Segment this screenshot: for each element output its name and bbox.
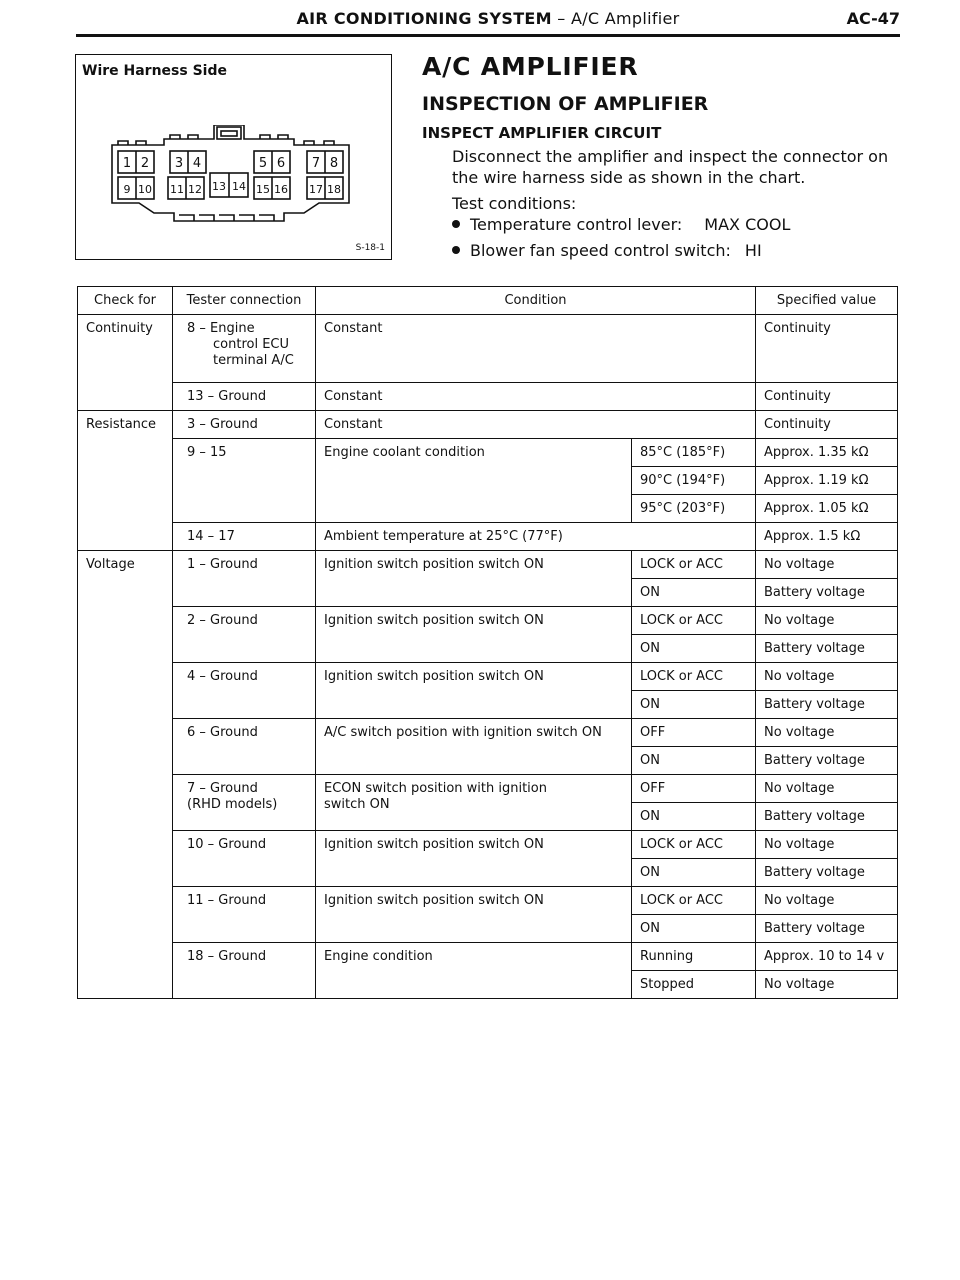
spec-cell: Battery voltage bbox=[756, 915, 898, 943]
spec-cell: No voltage bbox=[756, 971, 898, 999]
inspection-table bbox=[77, 286, 898, 999]
subcondition-cell: OFF bbox=[632, 719, 756, 747]
pin-label: 7 bbox=[311, 156, 321, 171]
table-row bbox=[78, 775, 898, 803]
subcondition-cell: ON bbox=[632, 635, 756, 663]
tester-cell: 14 – 17 bbox=[173, 523, 316, 551]
pin-label: 12 bbox=[188, 183, 202, 196]
pin-label: 1 bbox=[122, 156, 132, 171]
subcondition-cell: ON bbox=[632, 579, 756, 607]
table-row bbox=[78, 943, 898, 971]
bullet-icon bbox=[452, 246, 460, 254]
pin-label: 3 bbox=[174, 156, 184, 171]
spec-cell: No voltage bbox=[756, 775, 898, 803]
condition-cell: A/C switch position with ignition switch ON bbox=[316, 719, 632, 775]
section-title: A/C AMPLIFIER bbox=[422, 52, 639, 81]
subcondition-cell: LOCK or ACC bbox=[632, 887, 756, 915]
spec-cell: Approx. 1.19 kΩ bbox=[756, 467, 898, 495]
bullet-item: Blower fan speed control switch: HI bbox=[452, 240, 902, 261]
page-code: AC-47 bbox=[846, 9, 900, 28]
section-subtitle: INSPECTION OF AMPLIFIER bbox=[422, 93, 709, 115]
condition-cell: Constant bbox=[316, 411, 756, 439]
pin-label: 9 bbox=[123, 183, 131, 196]
bullet-item: Temperature control lever: MAX COOL bbox=[452, 214, 902, 235]
condition-cell: Ignition switch position switch ON bbox=[316, 551, 632, 607]
table-row bbox=[78, 719, 898, 747]
subcondition-cell: ON bbox=[632, 915, 756, 943]
spec-cell: Battery voltage bbox=[756, 635, 898, 663]
spec-cell: Battery voltage bbox=[756, 579, 898, 607]
figure-title: Wire Harness Side bbox=[82, 63, 227, 79]
tester-cell: 2 – Ground bbox=[173, 607, 316, 663]
table-row bbox=[78, 831, 898, 859]
spec-cell: No voltage bbox=[756, 663, 898, 691]
header-cell: Condition bbox=[316, 287, 756, 315]
table-row bbox=[78, 411, 898, 439]
tester-cell: 11 – Ground bbox=[173, 887, 316, 943]
spec-cell: Approx. 10 to 14 v bbox=[756, 943, 898, 971]
condition-cell: Ignition switch position switch ON bbox=[316, 831, 632, 887]
tester-cell: 9 – 15 bbox=[173, 439, 316, 523]
condition-cell: Ignition switch position switch ON bbox=[316, 887, 632, 943]
subcondition-cell: 85°C (185°F) bbox=[632, 439, 756, 467]
subcondition-cell: LOCK or ACC bbox=[632, 607, 756, 635]
tester-cell: 4 – Ground bbox=[173, 663, 316, 719]
tester-cell: 3 – Ground bbox=[173, 411, 316, 439]
header-cell: Tester connection bbox=[173, 287, 316, 315]
tester-cell: 8 – Engine control ECU terminal A/C bbox=[173, 315, 316, 383]
table-header bbox=[78, 287, 898, 315]
pin-label: 4 bbox=[192, 156, 202, 171]
subcondition-cell: ON bbox=[632, 803, 756, 831]
condition-cell: Ambient temperature at 25°C (77°F) bbox=[316, 523, 756, 551]
subcondition-cell: 90°C (194°F) bbox=[632, 467, 756, 495]
spec-cell: No voltage bbox=[756, 607, 898, 635]
header-cell: Specified value bbox=[756, 287, 898, 315]
tester-cell: 1 – Ground bbox=[173, 551, 316, 607]
instruction-paragraph: Disconnect the amplifier and inspect the connector on the wire harness side as shown in the chart. bbox=[452, 147, 889, 187]
pin-label: 13 bbox=[212, 180, 226, 193]
table-row bbox=[78, 315, 898, 383]
condition-cell: Constant bbox=[316, 383, 756, 411]
header-rule bbox=[76, 34, 900, 37]
step-title: INSPECT AMPLIFIER CIRCUIT bbox=[422, 124, 662, 142]
subcondition-cell: LOCK or ACC bbox=[632, 831, 756, 859]
table-row bbox=[78, 439, 898, 467]
subcondition-cell: Stopped bbox=[632, 971, 756, 999]
pin-label: 14 bbox=[232, 180, 246, 193]
pin-label: 2 bbox=[140, 156, 150, 171]
connector-diagram bbox=[104, 125, 369, 225]
spec-cell: No voltage bbox=[756, 551, 898, 579]
pin-label: 15 bbox=[256, 183, 270, 196]
subcondition-cell: ON bbox=[632, 747, 756, 775]
subcondition-cell: LOCK or ACC bbox=[632, 551, 756, 579]
pin-label: 18 bbox=[327, 183, 341, 196]
tester-cell: 10 – Ground bbox=[173, 831, 316, 887]
spec-cell: No voltage bbox=[756, 887, 898, 915]
pin-label: 11 bbox=[170, 183, 184, 196]
spec-cell: Continuity bbox=[756, 411, 898, 439]
header-title: AIR CONDITIONING SYSTEM – A/C Amplifier bbox=[296, 9, 680, 28]
pin-label: 5 bbox=[258, 156, 268, 171]
pin-label: 17 bbox=[309, 183, 323, 196]
spec-cell: Continuity bbox=[756, 315, 898, 383]
spec-cell: Approx. 1.35 kΩ bbox=[756, 439, 898, 467]
table-row bbox=[78, 607, 898, 635]
pin-label: 10 bbox=[138, 183, 152, 196]
page-header bbox=[76, 6, 900, 32]
condition-cell: Ignition switch position switch ON bbox=[316, 607, 632, 663]
tester-cell: 13 – Ground bbox=[173, 383, 316, 411]
test-conditions-label: Test conditions: bbox=[452, 194, 577, 213]
check-cell: Voltage bbox=[78, 551, 173, 999]
connector-figure bbox=[75, 54, 392, 260]
spec-cell: Battery voltage bbox=[756, 803, 898, 831]
condition-cell: Engine coolant condition bbox=[316, 439, 632, 523]
subcondition-cell: OFF bbox=[632, 775, 756, 803]
spec-cell: Approx. 1.5 kΩ bbox=[756, 523, 898, 551]
figure-code: S-18-1 bbox=[355, 243, 385, 253]
pin-label: 6 bbox=[276, 156, 286, 171]
spec-cell: Battery voltage bbox=[756, 859, 898, 887]
subcondition-cell: ON bbox=[632, 859, 756, 887]
spec-cell: No voltage bbox=[756, 719, 898, 747]
section-text bbox=[422, 52, 902, 261]
condition-cell: ECON switch position with ignition switch ON bbox=[316, 775, 632, 831]
check-cell: Continuity bbox=[78, 315, 173, 411]
table-row bbox=[78, 523, 898, 551]
spec-cell: Battery voltage bbox=[756, 691, 898, 719]
spec-cell: Continuity bbox=[756, 383, 898, 411]
condition-cell: Constant bbox=[316, 315, 756, 383]
subcondition-cell: Running bbox=[632, 943, 756, 971]
header-cell: Check for bbox=[78, 287, 173, 315]
table-row bbox=[78, 383, 898, 411]
pin-label: 16 bbox=[274, 183, 288, 196]
condition-cell: Ignition switch position switch ON bbox=[316, 663, 632, 719]
subcondition-cell: ON bbox=[632, 691, 756, 719]
subcondition-cell: 95°C (203°F) bbox=[632, 495, 756, 523]
subcondition-cell: LOCK or ACC bbox=[632, 663, 756, 691]
spec-cell: Battery voltage bbox=[756, 747, 898, 775]
table-row bbox=[78, 551, 898, 579]
bullet-icon bbox=[452, 220, 460, 228]
pin-label: 8 bbox=[329, 156, 339, 171]
table-row bbox=[78, 663, 898, 691]
check-cell: Resistance bbox=[78, 411, 173, 551]
tester-cell: 18 – Ground bbox=[173, 943, 316, 999]
tester-cell: 6 – Ground bbox=[173, 719, 316, 775]
step-body bbox=[452, 146, 902, 261]
condition-cell: Engine condition bbox=[316, 943, 632, 999]
spec-cell: No voltage bbox=[756, 831, 898, 859]
table-row bbox=[78, 887, 898, 915]
tester-cell: 7 – Ground (RHD models) bbox=[173, 775, 316, 831]
spec-cell: Approx. 1.05 kΩ bbox=[756, 495, 898, 523]
